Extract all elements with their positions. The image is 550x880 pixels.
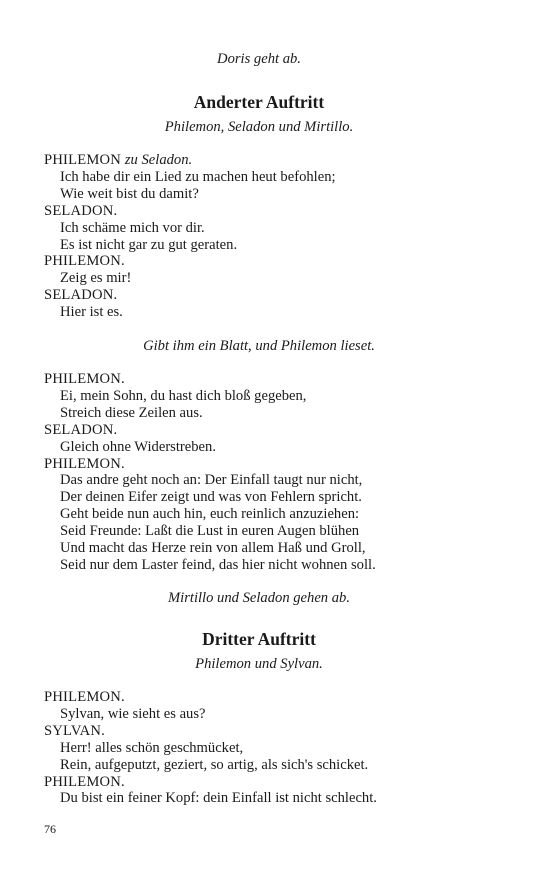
speaker-label: PHILEMON. bbox=[44, 773, 125, 790]
verse-line: Es ist nicht gar zu gut geraten. bbox=[60, 236, 238, 253]
verse-line: Ich schäme mich vor dir. bbox=[60, 219, 205, 236]
verse-line: Ich habe dir ein Lied zu machen heut befohlen; bbox=[60, 168, 336, 185]
verse-line: Seid nur dem Laster feind, das hier nicht wohnen soll. bbox=[60, 556, 376, 573]
scene-heading-dritter-auftritt: Dritter Auftritt bbox=[202, 629, 316, 649]
stage-direction-doris-exit: Doris geht ab. bbox=[217, 51, 301, 67]
scene-cast-dritter-auftritt: Philemon und Sylvan. bbox=[195, 656, 323, 672]
speaker-name bbox=[44, 422, 524, 439]
verse-line: Rein, aufgeputzt, geziert, so artig, als sich's schicket. bbox=[60, 756, 369, 773]
verse-line: Sylvan, wie sieht es aus? bbox=[60, 705, 206, 722]
verse-line: Streich diese Zeilen aus. bbox=[60, 404, 203, 421]
speaker-label: SELADON. bbox=[44, 202, 118, 219]
verse-line: Zeig es mir! bbox=[60, 270, 132, 287]
scene-heading-anderter-auftritt: Anderter Auftritt bbox=[193, 92, 325, 112]
verse-line: Und macht das Herze rein von allem Haß und Groll, bbox=[60, 540, 366, 557]
speaker-label: SELADON. bbox=[44, 287, 118, 304]
speaker-label: PHILEMON bbox=[44, 152, 121, 168]
verse-line: Der deinen Eifer zeigt und was von Fehlern spricht. bbox=[60, 489, 362, 506]
speaker-name bbox=[44, 152, 524, 169]
verse-line: Gleich ohne Widerstreben. bbox=[60, 438, 216, 455]
speaker-name bbox=[44, 253, 524, 270]
speaker-label: PHILEMON. bbox=[44, 689, 125, 705]
verse-line: Das andre geht noch an: Der Einfall taugt nur nicht, bbox=[60, 472, 363, 489]
dialogue-block-2 bbox=[44, 371, 524, 574]
speaker-name bbox=[44, 287, 524, 304]
verse-line: Hier ist es. bbox=[60, 304, 123, 321]
page-number: 76 bbox=[44, 822, 56, 836]
verse-line: Seid Freunde: Laßt die Lust in euren Augen blühen bbox=[60, 523, 360, 540]
stage-direction-blatt: Gibt ihm ein Blatt, und Philemon lieset. bbox=[143, 338, 375, 354]
verse-line: Du bist ein feiner Kopf: dein Einfall ist nicht schlecht. bbox=[60, 790, 377, 807]
speaker-label: PHILEMON. bbox=[44, 371, 125, 387]
speaker-name bbox=[44, 689, 524, 706]
speaker-name bbox=[44, 456, 524, 473]
speaker-name bbox=[44, 723, 524, 740]
verse-line: Ei, mein Sohn, du hast dich bloß gegeben, bbox=[60, 387, 307, 404]
speaker-label: SYLVAN. bbox=[44, 722, 106, 739]
speaker-name bbox=[44, 371, 524, 388]
speaker-label: PHILEMON. bbox=[44, 455, 125, 472]
verse-line: Geht beide nun auch hin, euch reinlich anzuziehen: bbox=[60, 506, 360, 523]
scene-cast-anderter-auftritt: Philemon, Seladon und Mirtillo. bbox=[164, 119, 354, 135]
dialogue-block-3 bbox=[44, 689, 524, 807]
speaker-stage-direction: zu Seladon. bbox=[124, 152, 193, 168]
speaker-name bbox=[44, 203, 524, 220]
speaker-label: PHILEMON. bbox=[44, 253, 125, 270]
dialogue-block-1 bbox=[44, 152, 524, 321]
stage-direction-mirtillo-exit: Mirtillo und Seladon gehen ab. bbox=[168, 590, 350, 606]
speaker-name bbox=[44, 774, 524, 791]
verse-line: Wie weit bist du damit? bbox=[60, 185, 199, 202]
speaker-label: SELADON. bbox=[44, 421, 118, 438]
verse-line: Herr! alles schön geschmücket, bbox=[60, 739, 244, 756]
